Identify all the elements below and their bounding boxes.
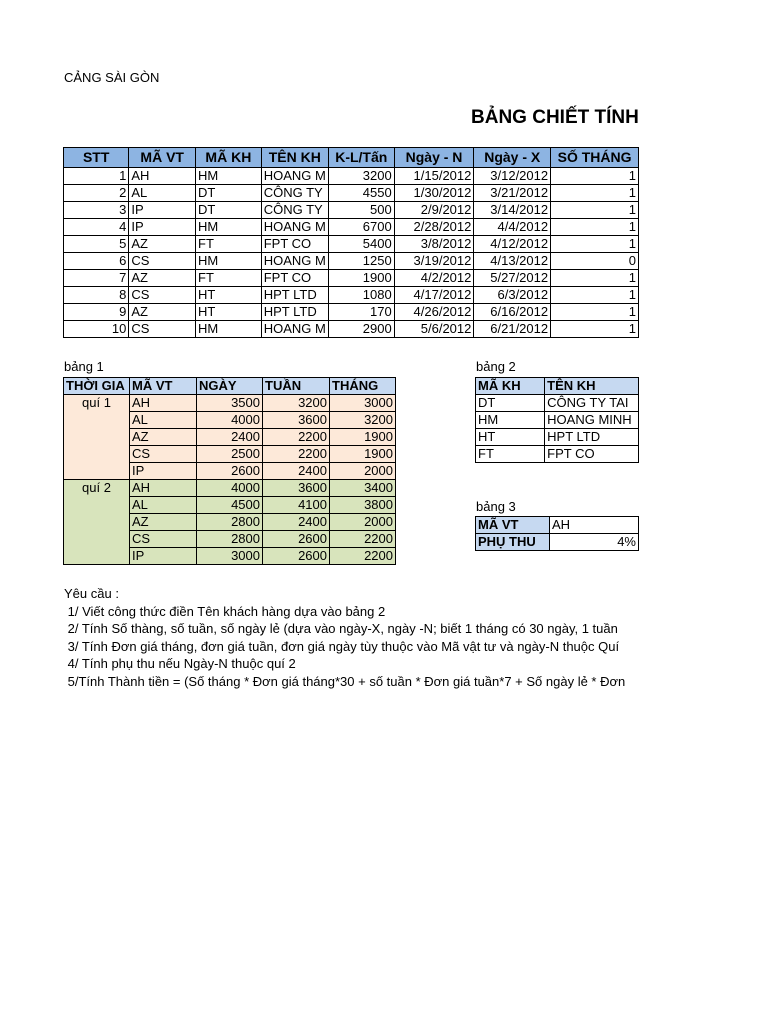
table-cell[interactable]: 9 <box>64 304 129 321</box>
table-cell[interactable]: 1 <box>551 219 639 236</box>
table-cell[interactable]: 3200 <box>263 395 330 412</box>
table-cell[interactable]: 5/6/2012 <box>394 321 474 338</box>
table-cell[interactable]: 6/21/2012 <box>474 321 551 338</box>
table-cell[interactable]: 5/27/2012 <box>474 270 551 287</box>
table-cell[interactable]: AH <box>130 395 197 412</box>
main-header-cell[interactable]: K-L/Tấn <box>328 148 394 168</box>
table-cell[interactable]: 1 <box>551 321 639 338</box>
table-cell[interactable]: 6 <box>64 253 129 270</box>
table-cell[interactable]: 2800 <box>197 514 263 531</box>
bang3-label: bảng 3 <box>476 499 516 514</box>
table-cell[interactable]: 2800 <box>197 531 263 548</box>
table-row <box>476 446 639 463</box>
table-cell[interactable]: 2/28/2012 <box>394 219 474 236</box>
table-cell[interactable]: 2200 <box>263 446 330 463</box>
table-cell[interactable]: 2600 <box>263 531 330 548</box>
table-row <box>476 412 639 429</box>
table-cell[interactable]: 4000 <box>197 480 263 497</box>
requirement-item-2: 2/ Tính Số thàng, số tuần, số ngày lẻ (dựa vào ngày-X, ngày -N; biết 1 tháng có 30 ngày, 1 tuần <box>64 621 618 636</box>
table-cell[interactable]: 3400 <box>330 480 396 497</box>
table-cell[interactable]: 1900 <box>328 270 394 287</box>
table-cell[interactable]: HOANG M <box>261 168 328 185</box>
table-cell[interactable]: CS <box>129 287 196 304</box>
table-cell[interactable]: 1 <box>551 168 639 185</box>
table-cell[interactable]: AL <box>129 185 196 202</box>
table-cell[interactable]: HPT LTD <box>545 429 639 446</box>
table-cell[interactable]: 3/21/2012 <box>474 185 551 202</box>
table-cell[interactable]: HOANG M <box>261 321 328 338</box>
table-cell[interactable]: HOANG M <box>261 253 328 270</box>
table-cell[interactable]: HM <box>196 219 262 236</box>
table-cell[interactable]: FT <box>476 446 545 463</box>
table-cell[interactable]: 6700 <box>328 219 394 236</box>
table-cell[interactable]: 500 <box>328 202 394 219</box>
table-cell[interactable]: AZ <box>130 429 197 446</box>
table-row <box>64 287 639 304</box>
table-cell[interactable]: CÔNG TY TAI <box>545 395 639 412</box>
table-cell[interactable]: AH <box>129 168 196 185</box>
table-cell[interactable]: 0 <box>551 253 639 270</box>
table-cell[interactable]: 4/17/2012 <box>394 287 474 304</box>
bang1-header-cell[interactable]: THÁNG <box>330 378 396 395</box>
table-cell[interactable]: 1 <box>551 202 639 219</box>
table-cell[interactable]: 3600 <box>263 480 330 497</box>
main-header-cell[interactable]: Ngày - N <box>394 148 474 168</box>
bang3-ma-vt-label[interactable]: MÃ VT <box>476 517 550 534</box>
table-cell[interactable]: 3/8/2012 <box>394 236 474 253</box>
table-row <box>64 253 639 270</box>
table-cell[interactable]: 5 <box>64 236 129 253</box>
table-cell[interactable]: 4/26/2012 <box>394 304 474 321</box>
table-cell[interactable]: 4550 <box>328 185 394 202</box>
company-name: CẢNG SÀI GÒN <box>64 70 160 85</box>
requirements-heading: Yêu cầu : <box>64 586 119 601</box>
bang2-header <box>476 378 639 395</box>
table-cell[interactable]: HT <box>196 287 262 304</box>
table-cell[interactable]: 4/12/2012 <box>474 236 551 253</box>
table-cell[interactable]: AL <box>130 497 197 514</box>
bang3-phu-thu-label[interactable]: PHỤ THU <box>476 534 550 551</box>
bang1-header-cell[interactable]: MÃ VT <box>130 378 197 395</box>
table-cell[interactable]: DT <box>476 395 545 412</box>
requirement-item-4: 4/ Tính phụ thu nếu Ngày-N thuộc quí 2 <box>64 656 296 671</box>
main-header-cell[interactable]: Ngày - X <box>474 148 551 168</box>
table-cell[interactable]: 3/19/2012 <box>394 253 474 270</box>
bang1-header <box>64 378 396 395</box>
table-cell[interactable]: CS <box>129 253 196 270</box>
table-cell[interactable]: AZ <box>129 236 196 253</box>
table-cell[interactable]: 1900 <box>330 446 396 463</box>
table-cell[interactable]: HM <box>196 168 262 185</box>
table-cell[interactable]: 7 <box>64 270 129 287</box>
table-cell[interactable]: 4/2/2012 <box>394 270 474 287</box>
bang3-row-ma-vt <box>476 517 639 534</box>
table-cell[interactable]: HM <box>196 321 262 338</box>
table-cell[interactable]: AZ <box>129 270 196 287</box>
table-cell[interactable]: 170 <box>328 304 394 321</box>
bang2-table <box>475 377 639 463</box>
main-table <box>63 147 639 338</box>
table-cell[interactable]: DT <box>196 202 262 219</box>
table-cell[interactable]: 8 <box>64 287 129 304</box>
table-cell[interactable]: 2400 <box>197 429 263 446</box>
table-cell[interactable]: 4500 <box>197 497 263 514</box>
bang3-table <box>475 516 639 551</box>
table-cell[interactable]: AL <box>130 412 197 429</box>
table-cell[interactable]: 3 <box>64 202 129 219</box>
table-cell[interactable]: 1 <box>551 270 639 287</box>
table-cell[interactable]: HOANG M <box>261 219 328 236</box>
table-cell[interactable]: 2/9/2012 <box>394 202 474 219</box>
table-cell[interactable]: 2200 <box>330 531 396 548</box>
table-cell[interactable]: 1 <box>551 185 639 202</box>
bang1-label: bảng 1 <box>64 359 104 374</box>
table-cell[interactable]: 1080 <box>328 287 394 304</box>
table-cell[interactable]: 1 <box>551 304 639 321</box>
table-cell[interactable]: FPT CO <box>261 236 328 253</box>
table-cell[interactable]: 2600 <box>263 548 330 565</box>
bang2-header-cell[interactable]: TÊN KH <box>545 378 639 395</box>
sheet-title: BẢNG CHIẾT TÍNH <box>471 107 639 128</box>
main-header-cell[interactable]: STT <box>64 148 129 168</box>
table-row <box>476 429 639 446</box>
bang2-header-cell[interactable]: MÃ KH <box>476 378 545 395</box>
main-header-cell[interactable]: MÃ VT <box>129 148 196 168</box>
table-cell[interactable]: 1 <box>64 168 129 185</box>
requirements-block <box>64 585 625 690</box>
table-cell[interactable]: FT <box>196 270 262 287</box>
table-cell[interactable]: 4100 <box>263 497 330 514</box>
table-row <box>64 304 639 321</box>
bang2-label: bảng 2 <box>476 359 516 374</box>
table-cell[interactable]: DT <box>196 185 262 202</box>
table-cell[interactable]: 4 <box>64 219 129 236</box>
main-table-body <box>64 168 639 338</box>
table-cell[interactable]: 6/3/2012 <box>474 287 551 304</box>
main-header-cell[interactable]: TÊN KH <box>261 148 328 168</box>
quarter-cell[interactable]: quí 1 <box>64 395 130 480</box>
table-cell[interactable]: IP <box>130 463 197 480</box>
table-cell[interactable]: 3200 <box>328 168 394 185</box>
main-table-header <box>64 148 639 168</box>
table-cell[interactable]: 5400 <box>328 236 394 253</box>
table-cell[interactable]: 2200 <box>263 429 330 446</box>
quarter-cell[interactable]: quí 2 <box>64 480 130 565</box>
table-cell[interactable]: 1900 <box>330 429 396 446</box>
table-cell[interactable]: FPT CO <box>545 446 639 463</box>
table-cell[interactable]: FT <box>196 236 262 253</box>
table-cell[interactable]: 3000 <box>330 395 396 412</box>
table-cell[interactable]: 3000 <box>197 548 263 565</box>
bang3-phu-thu-value[interactable]: 4% <box>549 534 638 551</box>
bang3-row-phu-thu <box>476 534 639 551</box>
table-cell[interactable]: CS <box>129 321 196 338</box>
table-cell[interactable]: HPT LTD <box>261 304 328 321</box>
table-cell[interactable]: 6/16/2012 <box>474 304 551 321</box>
table-cell[interactable]: 2200 <box>330 548 396 565</box>
table-cell[interactable]: 4/13/2012 <box>474 253 551 270</box>
bang1-header-cell[interactable]: THỜI GIA <box>64 378 130 395</box>
bang2-body <box>476 395 639 463</box>
table-row <box>64 168 639 185</box>
table-cell[interactable]: 1 <box>551 236 639 253</box>
table-cell[interactable]: 3500 <box>197 395 263 412</box>
table-row <box>64 321 639 338</box>
table-row <box>64 236 639 253</box>
table-cell[interactable]: 1/15/2012 <box>394 168 474 185</box>
bang3-ma-vt-value[interactable]: AH <box>549 517 638 534</box>
table-cell[interactable]: HOANG MINH <box>545 412 639 429</box>
table-row <box>64 270 639 287</box>
table-cell[interactable]: 3600 <box>263 412 330 429</box>
table-cell[interactable]: 3/12/2012 <box>474 168 551 185</box>
table-cell[interactable]: 4000 <box>197 412 263 429</box>
table-cell[interactable]: CÔNG TY <box>261 185 328 202</box>
table-cell[interactable]: 1250 <box>328 253 394 270</box>
table-cell[interactable]: AH <box>130 480 197 497</box>
table-cell[interactable]: 2000 <box>330 514 396 531</box>
requirement-item-3: 3/ Tính Đơn giá tháng, đơn giá tuần, đơn giá ngày tùy thuộc vào Mã vật tư và ngày-N thuộc Quí <box>64 638 620 654</box>
table-cell[interactable]: CÔNG TY <box>261 202 328 219</box>
table-cell[interactable]: 2500 <box>197 446 263 463</box>
table-row <box>64 480 396 497</box>
table-cell[interactable]: CS <box>130 531 197 548</box>
table-cell[interactable]: 2000 <box>330 463 396 480</box>
bang1-header-cell[interactable]: TUẦN <box>263 378 330 395</box>
table-cell[interactable]: 1/30/2012 <box>394 185 474 202</box>
table-row <box>64 395 396 412</box>
table-row <box>64 185 639 202</box>
main-header-cell[interactable]: MÃ KH <box>196 148 262 168</box>
table-cell[interactable]: 2 <box>64 185 129 202</box>
table-cell[interactable]: IP <box>129 202 196 219</box>
table-cell[interactable]: 2400 <box>263 463 330 480</box>
table-cell[interactable]: 10 <box>64 321 129 338</box>
table-cell[interactable]: HM <box>476 412 545 429</box>
table-row <box>476 395 639 412</box>
table-cell[interactable]: 4/4/2012 <box>474 219 551 236</box>
requirement-item-1: 1/ Viết công thức điền Tên khách hàng dựa vào bảng 2 <box>64 603 386 619</box>
table-cell[interactable]: 3800 <box>330 497 396 514</box>
requirement-item-5: 5/Tính Thành tiền = (Số tháng * Đơn giá tháng*30 + số tuần * Đơn giá tuần*7 + Số ngày lẻ * Đơn <box>64 673 626 689</box>
table-cell[interactable]: 3/14/2012 <box>474 202 551 219</box>
bang1-table <box>63 377 396 565</box>
bang1-body <box>64 395 396 565</box>
table-cell[interactable]: 3200 <box>330 412 396 429</box>
table-cell[interactable]: HT <box>196 304 262 321</box>
table-cell[interactable]: FPT CO <box>261 270 328 287</box>
table-cell[interactable]: HT <box>476 429 545 446</box>
table-cell[interactable]: AZ <box>129 304 196 321</box>
table-row <box>64 219 639 236</box>
table-cell[interactable]: 2600 <box>197 463 263 480</box>
table-cell[interactable]: IP <box>130 548 197 565</box>
table-row <box>64 202 639 219</box>
table-cell[interactable]: IP <box>129 219 196 236</box>
table-cell[interactable]: HPT LTD <box>261 287 328 304</box>
table-cell[interactable]: 1 <box>551 287 639 304</box>
bang1-header-cell[interactable]: NGÀY <box>197 378 263 395</box>
table-cell[interactable]: CS <box>130 446 197 463</box>
table-cell[interactable]: AZ <box>130 514 197 531</box>
main-header-cell[interactable]: SỐ THÁNG <box>551 148 639 168</box>
table-cell[interactable]: HM <box>196 253 262 270</box>
table-cell[interactable]: 2900 <box>328 321 394 338</box>
table-cell[interactable]: 2400 <box>263 514 330 531</box>
